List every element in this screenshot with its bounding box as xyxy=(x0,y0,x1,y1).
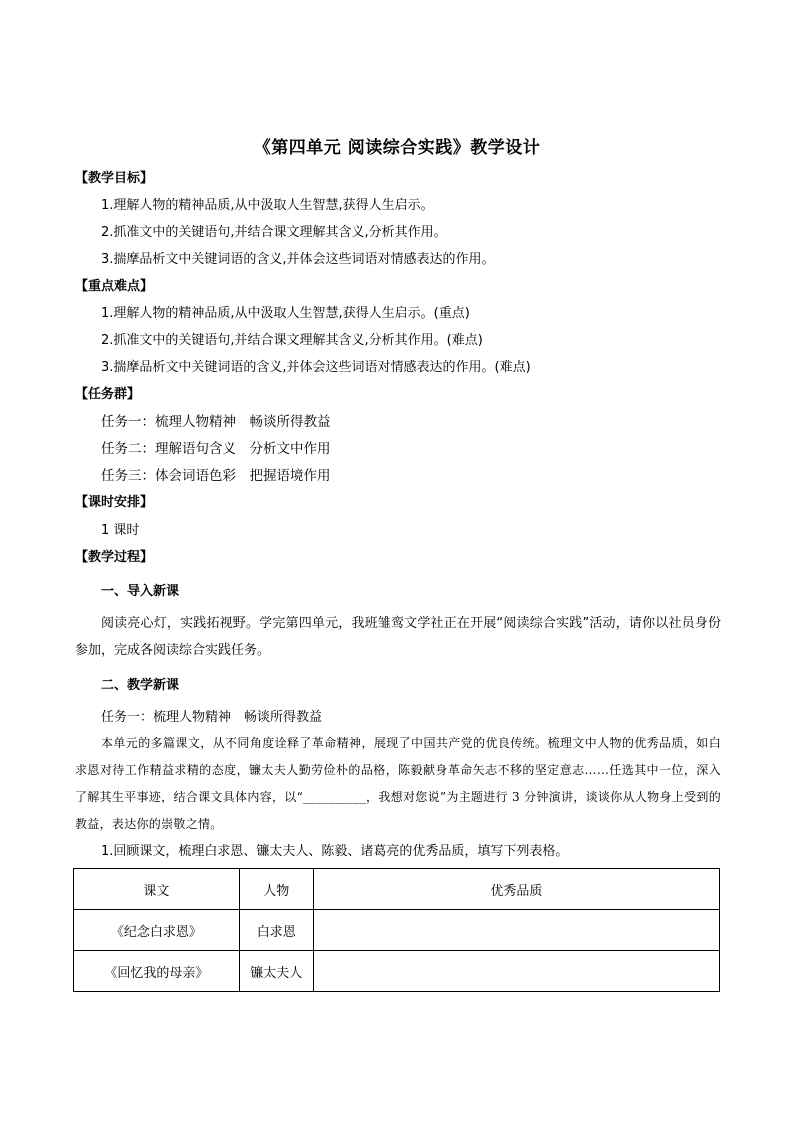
table-header-cell: 课文 xyxy=(74,869,240,910)
table-cell: 《回忆我的母亲》 xyxy=(74,951,240,992)
task-group-item: 任务三：体会词语色彩 把握语境作用 xyxy=(101,468,331,484)
task-group-heading: 【任务群】 xyxy=(75,387,141,402)
objective-item: 1.理解人物的精神品质,从中汲取人生智慧,获得人生启示。 xyxy=(101,198,434,213)
table-row xyxy=(74,951,720,992)
question-1: 1.回顾课文，梳理白求恩、镰太夫人、陈毅、诸葛亮的优秀品质，填写下列表格。 xyxy=(101,844,569,859)
task1-text: 本单元的多篇课文，从不同角度诠释了革命精神，展现了中国共产党的优良传统。梳理文中人物的优秀品质，如白求恩对待工作精益求精的态度，镰太夫人勤劳俭朴的品格，陈毅献身革命矢志不移的坚定意志……任选其中一位，深入了解其生平事迹，结合课文具体内容，以“__________，我想对您说”为主题进行 3 分钟演讲，谈谈你从人物身上受到的教益，表达你的崇敬之情。 xyxy=(75,736,721,831)
task1-title: 任务一：梳理人物精神 畅谈所得教益 xyxy=(101,710,323,725)
key-point-item: 2.抓准文中的关键语句,并结合课文理解其含义,分析其作用。(难点) xyxy=(101,333,483,348)
section2-title: 二、教学新课 xyxy=(101,678,180,693)
objectives-heading: 【教学目标】 xyxy=(75,171,154,186)
quality-table xyxy=(73,868,720,992)
table-cell: 《纪念白求恩》 xyxy=(74,910,240,951)
table-header-cell: 优秀品质 xyxy=(313,869,719,910)
schedule-heading: 【课时安排】 xyxy=(75,495,154,510)
page-title: 《第四单元 阅读综合实践》教学设计 xyxy=(253,138,541,158)
key-points-heading: 【重点难点】 xyxy=(75,279,154,294)
process-heading: 【教学过程】 xyxy=(75,550,154,565)
task-group-item: 任务一：梳理人物精神 畅谈所得教益 xyxy=(101,414,331,430)
key-point-item: 1.理解人物的精神品质,从中汲取人生智慧,获得人生启示。(重点) xyxy=(101,306,470,321)
table-row xyxy=(74,910,720,951)
objective-item: 3.揣摩品析文中关键词语的含义,并体会这些词语对情感表达的作用。 xyxy=(101,252,495,267)
table-cell-editable[interactable] xyxy=(313,910,719,951)
section1-text: 阅读亮心灯，实践拓视野。学完第四单元，我班雏鸾文学社正在开展“阅读综合实践”活动，请你以社员身份参加，完成各阅读综合实践任务。 xyxy=(75,616,721,658)
task-group-item: 任务二：理解语句含义 分析文中作用 xyxy=(101,441,331,457)
table-header-row xyxy=(74,869,720,910)
objective-item: 2.抓准文中的关键语句,并结合课文理解其含义,分析其作用。 xyxy=(101,225,447,240)
table-cell-editable[interactable] xyxy=(313,951,719,992)
table-header-cell: 人物 xyxy=(239,869,313,910)
table-cell: 镰太夫人 xyxy=(239,951,313,992)
key-point-item: 3.揣摩品析文中关键词语的含义,并体会这些词语对情感表达的作用。(难点) xyxy=(101,360,531,375)
table-cell: 白求恩 xyxy=(239,910,313,951)
section1-title: 一、导入新课 xyxy=(101,584,180,599)
schedule-value: 1 课时 xyxy=(101,523,140,538)
